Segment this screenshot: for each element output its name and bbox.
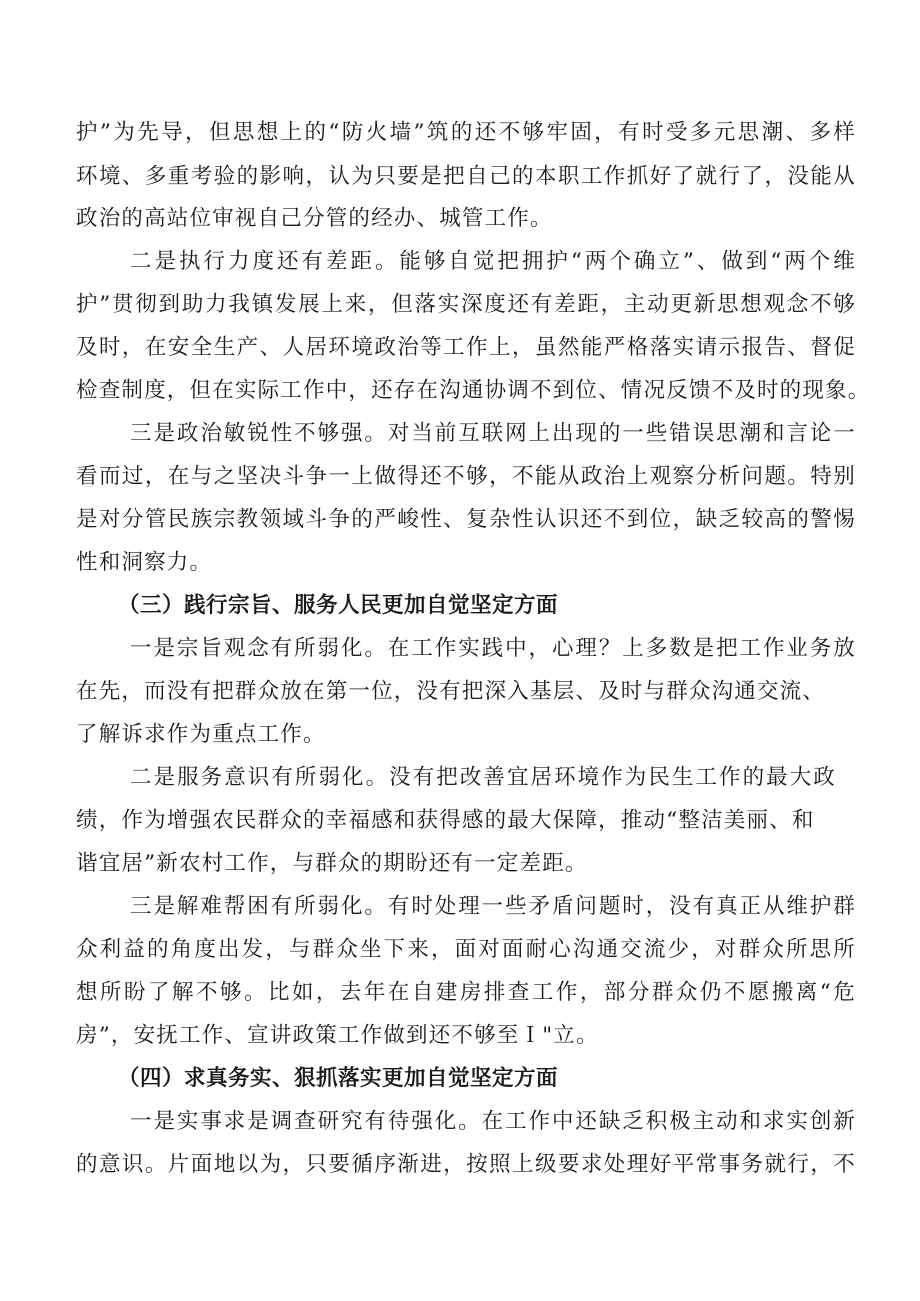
section-heading: （三）践行宗旨、服务人民更加自觉坚定方面 [118,593,559,618]
body-text-line: 及时，在安全生产、人居环境政治等工作上，虽然能严格落实请示报告、督促 [76,335,856,360]
body-text-line: 想所盼了解不够。比如，去年在自建房排查工作，部分群众仍不愿搬离“危 [76,980,856,1005]
body-text-line: 的意识。片面地以为，只要循序渐进，按照上级要求处理好平常事务就行，不 [76,1152,856,1177]
section-heading: （四）求真务实、狠抓落实更加自觉坚定方面 [118,1066,559,1091]
body-text-line: 一是实事求是调查研究有待强化。在工作中还缺乏积极主动和求实创新 [130,1109,856,1134]
body-text-line: 谐宜居”新农村工作，与群众的期盼还有一定差距。 [76,851,588,876]
body-text-line: 政治的高站位审视自己分管的经办、城管工作。 [76,206,553,231]
body-text-line: 性和洞察力。 [76,550,213,575]
body-text-line: 众利益的角度出发，与群众坐下来，面对面耐心沟通交流少，对群众所思所 [76,937,856,962]
body-text-line: 绩，作为增强农民群众的幸福感和获得感的最大保障，推动“整洁美丽、和 [76,808,815,833]
body-text-line: 房”，安抚工作、宣讲政策工作做到还不够至Ｉ"立。 [76,1023,599,1048]
body-text-line: 二是执行力度还有差距。能够自觉把拥护“两个确立”、做到“两个维 [130,249,856,274]
body-text-line: 三是解难帮困有所弱化。有时处理一些矛盾问题时，没有真正从维护群 [130,894,856,919]
body-text-line: 了解诉求作为重点工作。 [76,722,326,747]
body-text-line: 护”贯彻到助力我镇发展上来，但落实深度还有差距，主动更新思想观念不够 [76,292,856,317]
body-text-line: 护”为先导，但思想上的“防火墙”筑的还不够牢固，有时受多元思潮、多样 [76,120,856,145]
body-text-line: 三是政治敏锐性不够强。对当前互联网上出现的一些错误思潮和言论一 [130,421,856,446]
body-text-line: 检查制度，但在实际工作中，还存在沟通协调不到位、情况反馈不及时的现象。 [76,378,871,403]
body-text-line: 看而过，在与之坚决斗争一上做得还不够，不能从政治上观察分析问题。特别 [76,464,856,489]
body-text-line: 环境、多重考验的影响，认为只要是把自己的本职工作抓好了就行了，没能从 [76,164,856,189]
body-text-line: 一是宗旨观念有所弱化。在工作实践中，心理？上多数是把工作业务放 [130,636,856,661]
body-text-line: 在先，而没有把群众放在第一位，没有把深入基层、及时与群众沟通交流、 [76,679,826,704]
body-text-line: 是对分管民族宗教领域斗争的严峻性、复杂性认识还不到位，缺乏较高的警惕 [76,507,856,532]
body-text-line: 二是服务意识有所弱化。没有把改善宜居环境作为民生工作的最大政 [130,765,836,790]
